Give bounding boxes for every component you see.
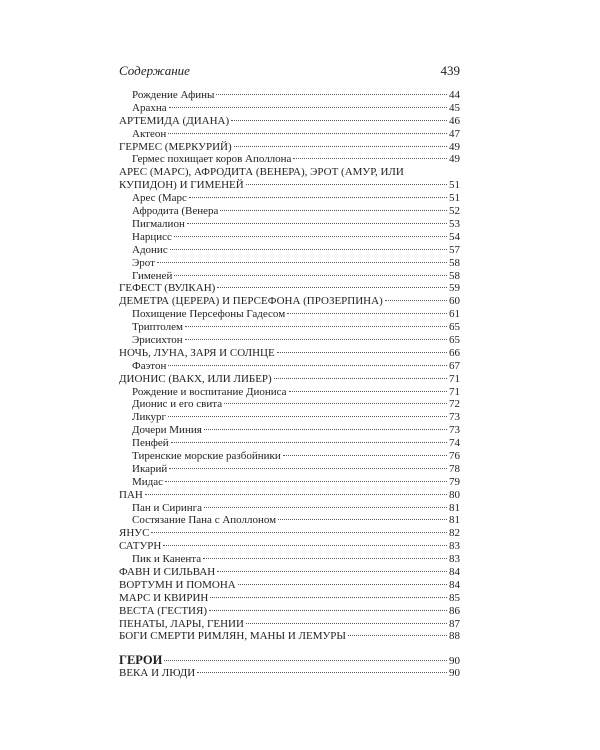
dot-leader bbox=[174, 236, 447, 237]
toc-entry[interactable] bbox=[119, 592, 460, 605]
toc-entry-page: 49 bbox=[449, 153, 460, 166]
toc-entry-label: Афродита (Венера bbox=[132, 205, 219, 218]
toc-entry-label: Адонис bbox=[132, 243, 168, 256]
toc-entry-label: Актеон bbox=[132, 127, 167, 140]
toc-entry-page: 76 bbox=[449, 449, 460, 462]
toc-entry-page: 83 bbox=[449, 553, 460, 566]
toc-entry-page: 84 bbox=[449, 565, 460, 578]
toc-entry-label: ФАВН И СИЛЬВАН bbox=[119, 565, 216, 578]
dot-leader bbox=[170, 249, 447, 250]
toc-subentry[interactable] bbox=[119, 424, 460, 437]
toc-entry-label: Мидас bbox=[132, 475, 164, 488]
toc-entry-label: Пигмалион bbox=[132, 217, 185, 230]
dot-leader bbox=[174, 275, 447, 276]
toc-subentry[interactable] bbox=[119, 102, 460, 115]
section-gap bbox=[119, 643, 460, 654]
toc-entry[interactable] bbox=[119, 166, 460, 192]
toc-entry-label: ВЕСТА (ГЕСТИЯ) bbox=[119, 604, 207, 617]
toc-entry-label: Рождение и воспитание Диониса bbox=[132, 385, 287, 398]
toc-entry[interactable] bbox=[119, 489, 460, 502]
toc-entry-page: 84 bbox=[449, 578, 460, 591]
toc-subentry[interactable] bbox=[119, 502, 460, 515]
dot-leader bbox=[224, 403, 447, 404]
dot-leader bbox=[287, 313, 447, 314]
toc-entry-page: 73 bbox=[449, 424, 460, 437]
dot-leader bbox=[204, 429, 447, 430]
toc-entry-page: 78 bbox=[449, 462, 460, 475]
dot-leader bbox=[348, 635, 447, 636]
dot-leader bbox=[171, 442, 447, 443]
dot-leader bbox=[204, 507, 447, 508]
toc-entry-label: МАРС И КВИРИН bbox=[119, 591, 209, 604]
toc-entry[interactable] bbox=[119, 566, 460, 579]
toc-subentry[interactable] bbox=[119, 192, 460, 205]
dot-leader bbox=[283, 455, 447, 456]
toc-entry-page: 81 bbox=[449, 514, 460, 527]
dot-leader bbox=[274, 378, 447, 379]
toc-entry-label: Фаэтон bbox=[132, 359, 167, 372]
toc-entry-page: 54 bbox=[449, 230, 460, 243]
dot-leader bbox=[187, 223, 447, 224]
toc-entry-label: АРЕС (МАРС), АФРОДИТА (ВЕНЕРА), ЭРОТ (АМУР, ИЛИ bbox=[119, 166, 404, 179]
dot-leader bbox=[185, 339, 447, 340]
toc-entry-label: Арахна bbox=[132, 101, 167, 114]
toc-entry-label: ВОРТУМН И ПОМОНА bbox=[119, 578, 236, 591]
toc-entry-label: ГЕФЕСТ (ВУЛКАН) bbox=[119, 282, 216, 295]
toc-entry-page: 52 bbox=[449, 205, 460, 218]
toc-entry-page: 61 bbox=[449, 308, 460, 321]
toc-subentry[interactable] bbox=[119, 553, 460, 566]
toc-entry-label: Гименей bbox=[132, 269, 173, 282]
toc-entry-page: 85 bbox=[449, 591, 460, 604]
toc-entry-label: ВЕКА И ЛЮДИ bbox=[119, 667, 196, 680]
toc-entry[interactable] bbox=[119, 605, 460, 618]
toc-entry[interactable] bbox=[119, 373, 460, 386]
toc-entry-page: 51 bbox=[449, 179, 460, 192]
toc-entry[interactable] bbox=[119, 141, 460, 154]
toc-entry-label: НОЧЬ, ЛУНА, ЗАРЯ И СОЛНЦЕ bbox=[119, 346, 275, 359]
dot-leader bbox=[209, 610, 447, 611]
dot-leader bbox=[216, 94, 447, 95]
toc-subentry[interactable] bbox=[119, 218, 460, 231]
toc-entry-label: Дионис и его свита bbox=[132, 398, 223, 411]
dot-leader bbox=[165, 481, 447, 482]
toc-entry-page: 87 bbox=[449, 617, 460, 630]
toc-entry-label: Похищение Персефоны Гадесом bbox=[132, 308, 286, 321]
dot-leader bbox=[185, 326, 447, 327]
toc-entry-label: Эрот bbox=[132, 256, 155, 269]
toc-entry-page: 88 bbox=[449, 630, 460, 643]
toc-entry-page: 57 bbox=[449, 243, 460, 256]
dot-leader bbox=[168, 416, 447, 417]
dot-leader bbox=[277, 352, 447, 353]
toc-entry-page: 80 bbox=[449, 488, 460, 501]
dot-leader bbox=[278, 519, 447, 520]
toc-entry-page: 67 bbox=[449, 359, 460, 372]
toc-subentry[interactable] bbox=[119, 321, 460, 334]
toc-entry-page: 86 bbox=[449, 604, 460, 617]
dot-leader bbox=[246, 623, 447, 624]
dot-leader bbox=[203, 558, 447, 559]
dot-leader bbox=[293, 158, 447, 159]
toc-entry-label: Пик и Канента bbox=[132, 553, 202, 566]
dot-leader bbox=[238, 584, 447, 585]
toc-entry-page: 73 bbox=[449, 411, 460, 424]
table-of-contents bbox=[119, 89, 460, 680]
toc-entry[interactable] bbox=[119, 347, 460, 360]
toc-entry-page: 51 bbox=[449, 192, 460, 205]
running-title: Содержание bbox=[119, 63, 190, 78]
toc-entry-label: ГЕРОИ bbox=[119, 653, 163, 668]
dot-leader bbox=[145, 494, 447, 495]
toc-entry-page: 71 bbox=[449, 385, 460, 398]
dot-leader bbox=[289, 391, 447, 392]
dot-leader bbox=[231, 120, 447, 121]
dot-leader bbox=[197, 672, 447, 673]
toc-entry-label: Тиренские морские разбойники bbox=[132, 449, 281, 462]
dot-leader bbox=[189, 197, 447, 198]
toc-subentry[interactable] bbox=[119, 128, 460, 141]
toc-entry[interactable] bbox=[119, 282, 460, 295]
dot-leader bbox=[210, 597, 447, 598]
dot-leader bbox=[151, 532, 447, 533]
toc-entry-page: 66 bbox=[449, 346, 460, 359]
toc-entry-page: 59 bbox=[449, 282, 460, 295]
dot-leader bbox=[163, 545, 447, 546]
toc-entry-label: Нарцисс bbox=[132, 230, 172, 243]
toc-subentry[interactable] bbox=[119, 398, 460, 411]
dot-leader bbox=[217, 287, 447, 288]
toc-entry-label: Икарий bbox=[132, 462, 168, 475]
toc-entry-label: Эрисихтон bbox=[132, 333, 183, 346]
toc-entry[interactable] bbox=[119, 667, 460, 680]
toc-subentry[interactable] bbox=[119, 308, 460, 321]
toc-entry-label: Состязание Пана с Аполлоном bbox=[132, 514, 277, 527]
toc-entry-label: Гермес похищает коров Аполлона bbox=[132, 153, 292, 166]
page-header bbox=[119, 63, 460, 81]
toc-entry-label: ДИОНИС (ВАКХ, ИЛИ ЛИБЕР) bbox=[119, 372, 272, 385]
toc-subentry[interactable] bbox=[119, 257, 460, 270]
toc-entry-label: ГЕРМЕС (МЕРКУРИЙ) bbox=[119, 140, 232, 153]
toc-entry[interactable] bbox=[119, 630, 460, 643]
dot-leader bbox=[164, 660, 447, 661]
toc-entry-page: 49 bbox=[449, 140, 460, 153]
dot-leader bbox=[217, 571, 447, 572]
toc-entry-label: Арес (Марс bbox=[132, 192, 187, 205]
toc-entry-page: 81 bbox=[449, 501, 460, 514]
toc-entry-page: 58 bbox=[449, 269, 460, 282]
toc-entry-label: АРТЕМИДА (ДИАНА) bbox=[119, 114, 230, 127]
toc-entry[interactable] bbox=[119, 618, 460, 631]
toc-subentry[interactable] bbox=[119, 205, 460, 218]
toc-subentry[interactable] bbox=[119, 153, 460, 166]
toc-subentry[interactable] bbox=[119, 476, 460, 489]
toc-subentry[interactable] bbox=[119, 411, 460, 424]
toc-subentry[interactable] bbox=[119, 360, 460, 373]
toc-entry-page: 79 bbox=[449, 475, 460, 488]
toc-entry-page: 82 bbox=[449, 527, 460, 540]
dot-leader bbox=[168, 133, 447, 134]
dot-leader bbox=[385, 300, 447, 301]
toc-entry[interactable] bbox=[119, 115, 460, 128]
toc-entry-page: 58 bbox=[449, 256, 460, 269]
toc-entry-page: 83 bbox=[449, 540, 460, 553]
toc-entry-label-continued: КУПИДОН) И ГИМЕНЕЙ bbox=[119, 179, 244, 192]
toc-subentry[interactable] bbox=[119, 514, 460, 527]
toc-subentry[interactable] bbox=[119, 244, 460, 257]
dot-leader bbox=[169, 468, 447, 469]
toc-entry-page: 65 bbox=[449, 333, 460, 346]
toc-entry[interactable] bbox=[119, 540, 460, 553]
toc-entry-label: Пан и Сиринга bbox=[132, 501, 202, 514]
toc-subentry[interactable] bbox=[119, 231, 460, 244]
toc-part-heading[interactable] bbox=[119, 654, 460, 667]
toc-entry-page: 90 bbox=[449, 667, 460, 680]
dot-leader bbox=[234, 146, 447, 147]
toc-entry-page: 90 bbox=[449, 655, 460, 668]
toc-entry-page: 44 bbox=[449, 89, 460, 101]
toc-entry-page: 45 bbox=[449, 101, 460, 114]
toc-entry-label: Триптолем bbox=[132, 321, 183, 334]
toc-entry-page: 71 bbox=[449, 372, 460, 385]
toc-entry-page: 72 bbox=[449, 398, 460, 411]
toc-entry-label: ПАН bbox=[119, 488, 143, 501]
toc-entry-label: Дочери Миния bbox=[132, 424, 202, 437]
toc-entry-label: САТУРН bbox=[119, 540, 162, 553]
toc-entry-page: 46 bbox=[449, 114, 460, 127]
toc-subentry[interactable] bbox=[119, 270, 460, 283]
toc-entry-page: 53 bbox=[449, 217, 460, 230]
toc-subentry[interactable] bbox=[119, 450, 460, 463]
toc-entry[interactable] bbox=[119, 295, 460, 308]
page-number: 439 bbox=[440, 63, 460, 78]
toc-entry-label: ЯНУС bbox=[119, 527, 150, 540]
toc-subentry[interactable] bbox=[119, 89, 460, 102]
toc-entry-page: 60 bbox=[449, 295, 460, 308]
toc-entry[interactable] bbox=[119, 579, 460, 592]
toc-entry-label: Пенфей bbox=[132, 437, 169, 450]
dot-leader bbox=[246, 184, 447, 185]
toc-entry-label: Рождение Афины bbox=[132, 89, 215, 101]
dot-leader bbox=[168, 365, 447, 366]
toc-entry-page: 65 bbox=[449, 321, 460, 334]
toc-subentry[interactable] bbox=[119, 437, 460, 450]
dot-leader bbox=[157, 262, 447, 263]
toc-entry-page: 47 bbox=[449, 127, 460, 140]
toc-entry-label: БОГИ СМЕРТИ РИМЛЯН, МАНЫ И ЛЕМУРЫ bbox=[119, 630, 346, 643]
toc-entry-page: 74 bbox=[449, 437, 460, 450]
toc-subentry[interactable] bbox=[119, 334, 460, 347]
toc-entry[interactable] bbox=[119, 527, 460, 540]
toc-entry-label: ПЕНАТЫ, ЛАРЫ, ГЕНИИ bbox=[119, 617, 244, 630]
dot-leader bbox=[169, 107, 447, 108]
toc-subentry[interactable] bbox=[119, 386, 460, 399]
toc-entry-label: Ликург bbox=[132, 411, 167, 424]
toc-entry-label: ДЕМЕТРА (ЦЕРЕРА) И ПЕРСЕФОНА (ПРОЗЕРПИНА) bbox=[119, 295, 383, 308]
dot-leader bbox=[220, 210, 447, 211]
toc-subentry[interactable] bbox=[119, 463, 460, 476]
